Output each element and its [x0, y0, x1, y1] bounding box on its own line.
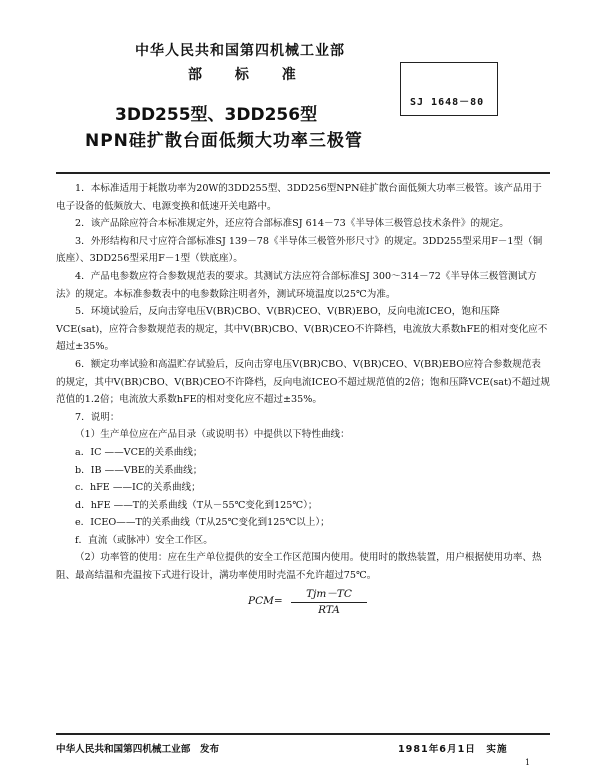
curve-item-e: e．ICEO——T的关系曲线（T从25℃变化到125℃以上）；	[75, 517, 330, 529]
curve-item-c: c．hFE ——IC的关系曲线；	[75, 482, 201, 494]
clause-7-heading: 7．说明：	[75, 411, 120, 423]
curve-item-b: b．IB ——VBE的关系曲线；	[75, 464, 203, 476]
page-number: 1	[525, 758, 531, 767]
clause-4: 4．产品电参数应符合参数规范表的要求。其测试方法应符合部标准SJ 300～314－72《半导体三极管测试方法》的规定。本标准参数表中的电参数除注明者外，测试环境温度以25℃为准。	[56, 270, 537, 300]
clause-2: 2．该产品除应符合本标准规定外，还应符合部标准SJ 614－73《半导体三极管总技术条件》的规定。	[75, 218, 509, 230]
formula-lhs: PCM=	[248, 595, 283, 607]
footer-effective-date: 1981年6月1日 实施	[398, 744, 508, 755]
formula-fraction	[291, 586, 367, 616]
standard-type: 部 标 准	[188, 67, 296, 83]
standard-id: SJ 1648－80	[410, 97, 485, 108]
bottom-rule	[56, 733, 550, 735]
document-body	[56, 180, 550, 585]
clause-5: 5．环境试验后，反向击穿电压V(BR)CBO、V(BR)CEO、V(BR)EBO，反向电流ICEO，饱和压降VCE(sat)，应符合参数规范表的规定，其中V(BR)CBO、V(BR)CEO不许降档，电流放大系数hFE的相对变化应不超过±35%。	[56, 306, 548, 353]
clause-7-1: （1）生产单位应在产品目录（或说明书）中提供以下特性曲线：	[75, 429, 350, 441]
formula-numerator: Tjm－TC	[306, 588, 352, 600]
issuing-ministry: 中华人民共和国第四机械工业部	[135, 43, 345, 59]
curve-item-d: d．hFE ——T的关系曲线（T从－55℃变化到125℃）；	[75, 499, 318, 511]
document-title-models: 3DD255型、3DD256型	[115, 105, 318, 125]
clause-3: 3．外形结构和尺寸应符合部标准SJ 139－78《半导体三极管外形尺寸》的规定。3DD255型采用F－1型（铜底座）、3DD256型采用F－1型（铁底座）。	[56, 235, 543, 265]
clause-7-2: （2）功率管的使用：应在生产单位提供的安全工作区范围内使用。使用时的散热装置，用户根据使用功率、热阻、最高结温和壳温按下式进行设计，满功率使用时壳温不允许超过75℃。	[56, 552, 542, 582]
footer-issuer: 中华人民共和国第四机械工业部 发布	[56, 744, 220, 755]
clause-1: 1．本标准适用于耗散功率为20W的3DD255型、3DD256型NPN硅扩散台面低频大功率三极管。该产品用于电子设备的低频放大、电源变换和低速开关电路中。	[56, 183, 542, 212]
clause-6: 6．额定功率试验和高温贮存试验后，反向击穿电压V(BR)CBO、V(BR)CEO、V(BR)EBO应符合参数规范表的规定，其中V(BR)CBO、V(BR)CEO不许降档，反向电流ICEO不超过规范值的2倍；饱和压降VCE(sat)不超过规范值的1.2倍；电流放大系数hFE的相对变化应不超过±35%。	[56, 358, 550, 406]
curve-item-a: a．IC ——VCE的关系曲线；	[75, 446, 203, 458]
curve-item-f: f．直流（或脉冲）安全工作区。	[75, 534, 213, 546]
formula-denominator: RTA	[318, 604, 340, 616]
document-title-description: NPN硅扩散台面低频大功率三极管	[85, 131, 363, 151]
top-rule	[56, 172, 550, 174]
